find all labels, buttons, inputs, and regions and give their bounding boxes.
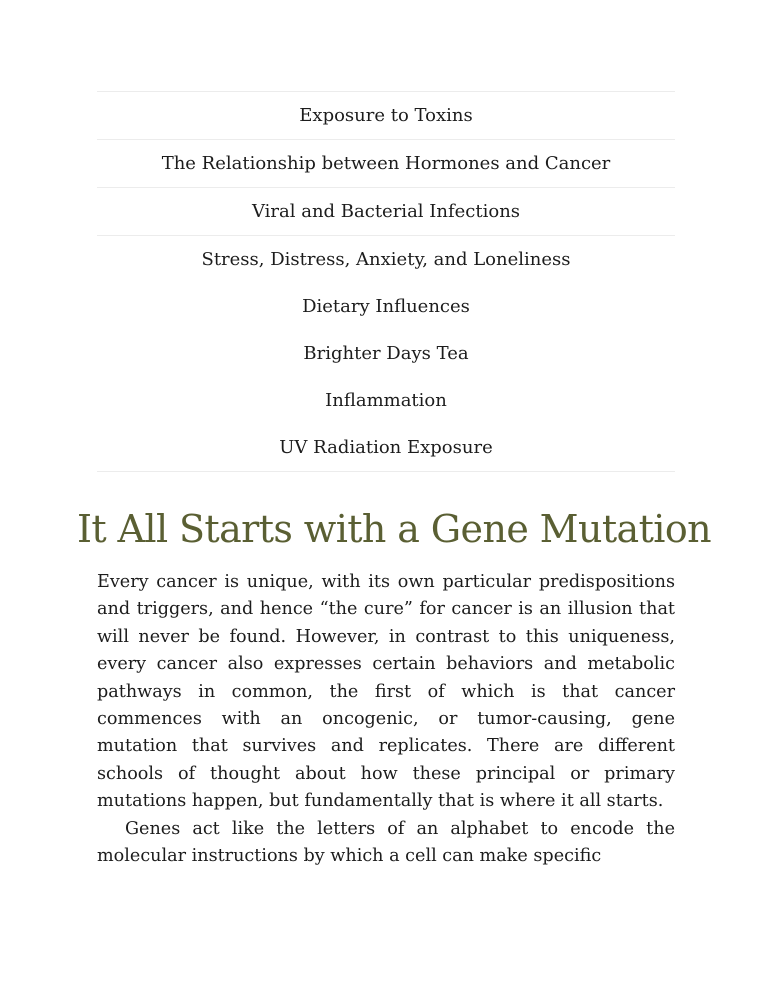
book-page — [77, 91, 711, 867]
body-text — [97, 569, 675, 870]
topic-list-item[interactable]: The Relationship between Hormones and Cancer — [97, 139, 675, 187]
topic-list-item[interactable]: Dietary Influences — [302, 296, 470, 317]
topic-list-item[interactable]: Exposure to Toxins — [97, 91, 675, 139]
section-heading: It All Starts with a Gene Mutation — [77, 507, 711, 551]
topic-list-item[interactable]: Viral and Bacterial Infections — [97, 187, 675, 235]
topic-list — [97, 91, 675, 472]
paragraph: Genes act like the letters of an alphabet to encode the molecular instructions by which a cell can make specific — [97, 818, 675, 867]
topic-list-item[interactable]: Stress, Distress, Anxiety, and Loneliness — [97, 235, 675, 283]
topic-list-item[interactable]: Brighter Days Tea — [303, 343, 469, 364]
paragraph: Every cancer is unique, with its own particular predispositions and triggers, and hence “the cure” for cancer is an illusion that will never be found. However, in contrast to this uniqueness, every cancer also expresses certain behaviors and metabolic pathways in common, the first of which is that cancer commences with an oncogenic, or tumor-causing, gene mutation that survives and replicates. There are different schools of thought about how these principal or primary mutations happen, but fundamentally that is where it all starts. — [97, 572, 675, 812]
topic-list-item[interactable]: UV Radiation Exposure — [97, 424, 675, 472]
topic-list-item[interactable]: Inflammation — [325, 390, 447, 411]
